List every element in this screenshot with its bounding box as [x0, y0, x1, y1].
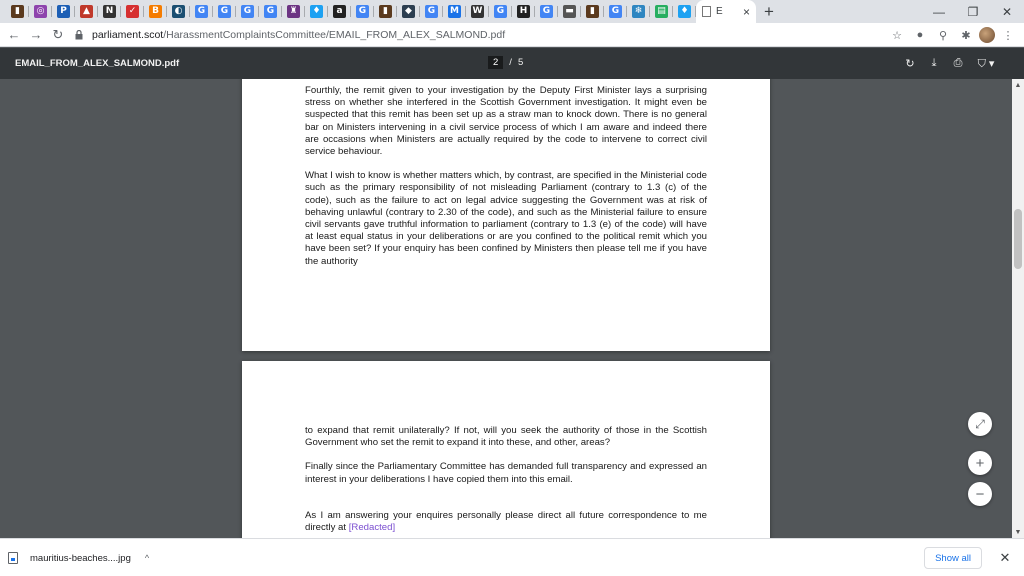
tab[interactable] — [190, 0, 213, 23]
forward-button[interactable]: → — [29, 27, 43, 42]
print-icon[interactable]: ⎙ — [953, 57, 963, 69]
tab-strip — [0, 0, 1024, 23]
url-text — [92, 29, 505, 41]
wikipedia-icon: W — [472, 6, 483, 16]
shield-logo-icon: ◆ — [402, 5, 415, 18]
tab[interactable] — [535, 0, 558, 23]
restore-button[interactable]: ❐ — [967, 4, 979, 19]
close-shelf-button[interactable]: ✕ — [999, 550, 1011, 565]
zoom-out-button[interactable]: − — [968, 482, 992, 506]
scroll-up-arrow[interactable]: ▲ — [1014, 81, 1022, 89]
scroll-down-arrow[interactable]: ▼ — [1014, 528, 1022, 536]
tab-list — [6, 0, 696, 23]
tab[interactable] — [236, 0, 259, 23]
google-icon: G — [195, 5, 208, 18]
close-tab-icon[interactable]: × — [742, 4, 750, 19]
mail-icon: M — [448, 5, 461, 18]
tab[interactable] — [98, 0, 121, 23]
tab[interactable] — [75, 0, 98, 23]
reload-button[interactable]: ↻ — [52, 26, 64, 42]
crest-icon: ♜ — [287, 5, 300, 18]
twitter-icon: ♦ — [310, 5, 323, 18]
tab[interactable] — [121, 0, 144, 23]
tab[interactable] — [650, 0, 673, 23]
page-text — [305, 85, 707, 268]
tab[interactable] — [374, 0, 397, 23]
back-button[interactable]: ← — [7, 27, 21, 42]
tab[interactable] — [144, 0, 167, 23]
image-file-icon — [8, 552, 18, 564]
pdf-actions — [902, 48, 998, 79]
fit-to-page-button[interactable]: ⤢ — [968, 412, 992, 436]
google-icon: G — [356, 5, 369, 18]
circle-logo-icon: ◎ — [34, 5, 47, 18]
google-icon: G — [609, 5, 622, 18]
paragraph-finally: Finally since the Parliamentary Committee has demanded full transparency and expressed an interest in your deliberations I have copied them into this email. — [305, 461, 707, 485]
bookmark-menu-icon[interactable]: ⛉ ▾ — [977, 57, 995, 70]
tab[interactable] — [466, 0, 489, 23]
tab[interactable] — [351, 0, 374, 23]
tab[interactable] — [397, 0, 420, 23]
paypal-icon: P — [57, 5, 70, 18]
download-filename: mauritius-beaches....jpg — [30, 552, 131, 564]
tab[interactable] — [52, 0, 75, 23]
active-tab-label: E — [716, 6, 723, 17]
chevron-up-icon[interactable]: ^ — [144, 553, 150, 563]
bookmark-image-icon: ▮ — [379, 5, 392, 18]
tab[interactable] — [673, 0, 696, 23]
tab[interactable] — [6, 0, 29, 23]
page-number-input[interactable]: 2 — [488, 56, 503, 69]
tab[interactable] — [328, 0, 351, 23]
twitter-icon: ♦ — [678, 5, 691, 18]
n-logo-icon: N — [103, 5, 116, 18]
google-icon: G — [264, 5, 277, 18]
page-text — [305, 425, 707, 534]
tab[interactable] — [512, 0, 535, 23]
show-all-button[interactable]: Show all — [924, 547, 982, 569]
pdf-page-3 — [242, 361, 770, 538]
puzzle-icon[interactable]: ✱ — [961, 29, 971, 42]
download-item[interactable] — [8, 545, 149, 571]
google-icon: G — [218, 5, 231, 18]
tab[interactable] — [627, 0, 650, 23]
bookmark-image-icon: ▮ — [11, 5, 24, 18]
paragraph-fourthly: Fourthly, the remit given to your investigation by the Deputy First Minister lays a surprising stress on whether she interfered in the Scottish Government investigation. It might even be suspected that this remit has been set up as a straw man to knock down. There is no general bar on Ministers intervening in a civil service process of which I am aware and indeed there are occasions when Ministers are actually required by the code to intervene to correct civil service behaviour. — [305, 85, 707, 158]
new-tab-button[interactable]: + — [764, 1, 774, 21]
snowflake-icon: ❄ — [632, 5, 645, 18]
page-total: 5 — [517, 57, 524, 68]
check-shield-icon: ✓ — [126, 5, 139, 18]
pdf-toolbar — [0, 48, 1024, 79]
tab[interactable] — [305, 0, 328, 23]
triangle-logo-icon: ▲ — [80, 5, 93, 18]
kebab-menu-icon[interactable]: ⋮ — [1002, 29, 1014, 42]
pdf-viewport[interactable] — [0, 79, 1012, 538]
tab[interactable] — [259, 0, 282, 23]
page-separator: / — [509, 57, 512, 68]
h-logo-icon: H — [517, 5, 530, 18]
url-path: /HarassmentComplaintsCommittee/EMAIL_FROM_ALEX_SALMOND.pdf — [163, 29, 506, 41]
tab[interactable] — [420, 0, 443, 23]
bar-logo-icon: ▬ — [563, 5, 576, 18]
tab-active[interactable] — [696, 0, 756, 23]
tab[interactable] — [558, 0, 581, 23]
tab[interactable] — [443, 0, 466, 23]
url-host: parliament.scot — [92, 29, 164, 41]
google-icon: G — [540, 5, 553, 18]
redacted-email: [Redacted] — [348, 522, 396, 534]
google-icon: G — [494, 5, 507, 18]
rotate-icon[interactable]: ↻ — [905, 58, 915, 70]
page-indicator — [488, 56, 523, 69]
bookmark-image-icon: ▮ — [586, 5, 599, 18]
tab[interactable] — [29, 0, 52, 23]
extension-icon[interactable]: ● — [916, 29, 924, 41]
paragraph-expand-remit: to expand that remit unilaterally? If not, will you seek the authority of those in the Scottish Government who set the remit to expand it into these, and other, areas? — [305, 425, 707, 449]
bookmark-star-icon[interactable]: ☆ — [892, 29, 902, 42]
google-icon: G — [241, 5, 254, 18]
tab[interactable] — [282, 0, 305, 23]
pdf-filename: EMAIL_FROM_ALEX_SALMOND.pdf — [15, 58, 180, 69]
address-bar[interactable] — [74, 26, 910, 44]
toolbar-icons — [887, 23, 1018, 47]
window-controls — [922, 0, 1024, 23]
minimize-button[interactable]: — — [933, 4, 945, 19]
browser-toolbar — [0, 23, 1024, 47]
tab[interactable] — [604, 0, 627, 23]
paragraph-answering — [305, 510, 707, 534]
tab[interactable] — [213, 0, 236, 23]
lock-icon — [74, 30, 84, 40]
close-window-button[interactable]: ✕ — [1001, 4, 1013, 19]
google-icon: G — [425, 5, 438, 18]
tab[interactable] — [581, 0, 604, 23]
paragraph-what-i-wish: What I wish to know is whether matters which, by contrast, are specified in the Ministerial code such as the primary responsibility of not misleading Parliament (contrary to 1.3 (c) of the code), such as the failure to act on legal advice suggesting the Government was at risk of behaving unlawful (contrary to 2.30 of the code), and such as the Ministerial failure to ensure civil servants gave truthful information to parliament (contrary to 1.3 (e) of the code) will have at least equal status in your deliberations or are you confined to the political remit which you have been set? If your enquiry has been confined by Ministers then please tell me if you have the authority — [305, 170, 707, 267]
globe-icon: ◐ — [172, 5, 185, 18]
extension-key-icon[interactable]: ⚲ — [938, 29, 948, 42]
answering-text: As I am answering your enquires personally please direct all future correspondence to me directly at — [305, 509, 707, 534]
sheet-icon: ▤ — [655, 5, 668, 18]
blogger-icon: B — [149, 5, 162, 18]
pdf-page-2 — [242, 79, 770, 351]
download-shelf — [0, 538, 1024, 576]
vertical-scrollbar[interactable] — [1012, 79, 1024, 538]
avatar[interactable] — [979, 27, 995, 43]
tab[interactable] — [167, 0, 190, 23]
amazon-icon: a — [333, 5, 346, 18]
download-icon[interactable]: ⤓ — [931, 57, 937, 69]
tab[interactable] — [489, 0, 512, 23]
scrollbar-thumb[interactable] — [1014, 209, 1022, 269]
zoom-in-button[interactable]: + — [968, 451, 992, 475]
pdf-tab-icon — [702, 6, 711, 17]
